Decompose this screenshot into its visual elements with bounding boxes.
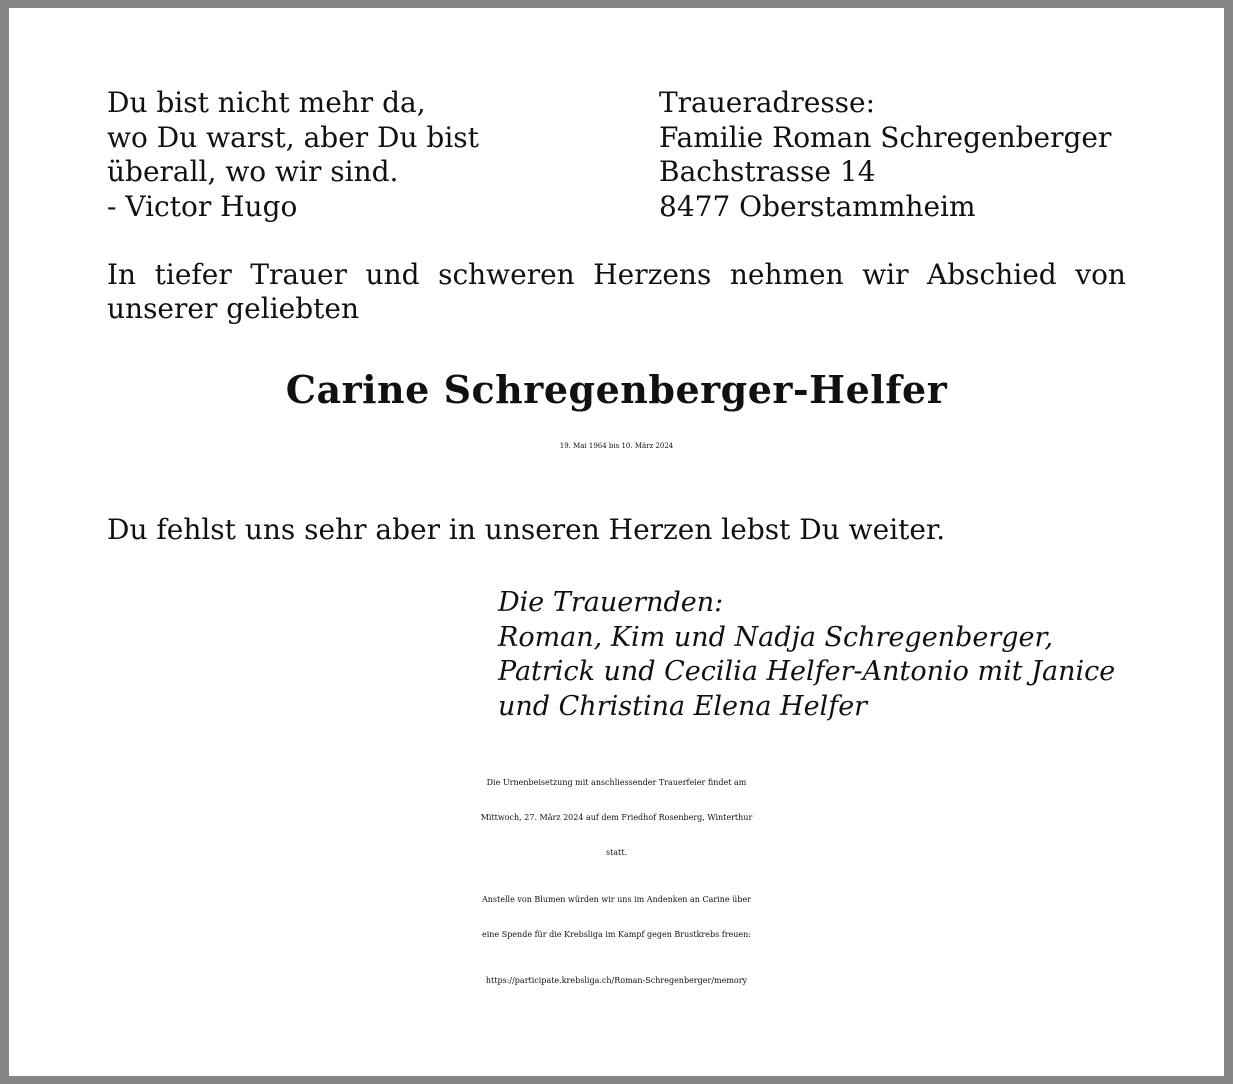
intro-word: Abschied	[927, 258, 1057, 291]
poem-quote	[107, 86, 479, 224]
donation-line: Anstelle von Blumen würden wir uns im Andenken an Carine über	[481, 895, 752, 904]
mourners-line: und Christina Elena Helfer	[498, 690, 868, 722]
intro-word: schweren	[438, 258, 575, 291]
donation-link[interactable]: https://participate.krebsliga.ch/Roman-Schregenberger/memory	[485, 976, 748, 985]
intro-word: Herzens	[593, 258, 712, 291]
farewell-tagline: Du fehlst uns sehr aber in unseren Herzen lebst Du weiter.	[107, 513, 946, 546]
intro-line-1	[107, 258, 1126, 292]
intro-word: In	[107, 258, 137, 291]
ceremony-line: Die Urnenbeisetzung mit anschliessender Trauerfeier findet am	[486, 778, 747, 787]
intro-word: von	[1075, 258, 1126, 291]
ceremony-line: statt.	[605, 848, 628, 857]
life-dates: 19. Mai 1964 bis 10. März 2024	[559, 442, 674, 450]
intro-word: Trauer	[250, 258, 348, 291]
mourners-line: Roman, Kim und Nadja Schregenberger,	[498, 621, 1054, 653]
intro-word: nehmen	[729, 258, 844, 291]
address-city: 8477 Oberstammheim	[659, 189, 976, 223]
mourners-heading: Die Trauernden:	[498, 587, 724, 618]
donation-line: eine Spende für die Krebsliga im Kampf gegen Brustkrebs freuen:	[481, 930, 751, 939]
donation-notice	[9, 882, 1224, 952]
mourners-list	[498, 586, 1115, 724]
intro-line-2: unserer geliebten	[107, 292, 359, 325]
mourning-address	[659, 86, 1111, 224]
poem-line: wo Du warst, aber Du bist	[107, 120, 479, 154]
poem-author: - Victor Hugo	[107, 189, 298, 223]
intro-text	[107, 258, 1126, 326]
intro-word: und	[365, 258, 420, 291]
mourners-line: Patrick und Cecilia Helfer-Antonio mit Janice	[498, 656, 1116, 687]
address-family: Familie Roman Schregenberger	[659, 120, 1112, 154]
ceremony-line: Mittwoch, 27. März 2024 auf dem Friedhof Rosenberg, Winterthur	[480, 813, 753, 822]
address-street: Bachstrasse 14	[659, 155, 876, 188]
poem-line: überall, wo wir sind.	[107, 155, 399, 188]
intro-word: wir	[862, 258, 909, 291]
ceremony-notice	[9, 765, 1224, 870]
address-heading: Traueradresse:	[659, 86, 876, 119]
deceased-name: Carine Schregenberger-Helfer	[285, 367, 948, 412]
poem-line: Du bist nicht mehr da,	[107, 86, 426, 119]
intro-word: tiefer	[154, 258, 232, 291]
